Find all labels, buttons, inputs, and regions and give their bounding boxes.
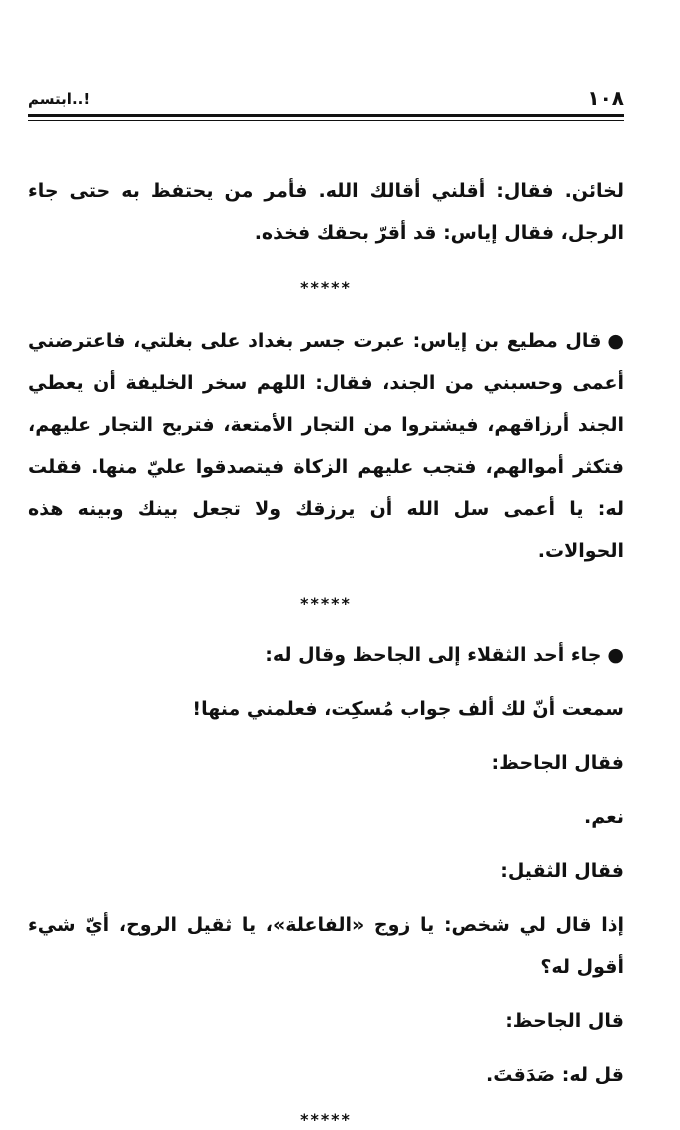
paragraph-2 (28, 320, 624, 572)
dialogue-line: قال الجاحظ: (505, 1010, 624, 1032)
running-title: ابتسم..! (28, 90, 91, 108)
separator-3: ***** (300, 1110, 352, 1129)
header-rule-thin (28, 120, 624, 121)
paragraph-1: لخائن. فقال: أقلني أقالك الله. فأمر من يحتفظ به حتى جاء الرجل، فقال إياس: قد أقرّ بحقك فخذه. (28, 180, 624, 244)
dialogue-line: قل له: صَدَقتَ. (486, 1064, 624, 1086)
bullet-icon: ● (607, 644, 624, 666)
dialogue-line: فقال الثقيل: (500, 860, 624, 882)
dialogue-line: فقال الجاحظ: (491, 752, 624, 774)
page-number: ١٠٨ (587, 86, 624, 110)
paragraph-2-text: قال مطيع بن إياس: عبرت جسر بغداد على بغلتي، فاعترضني أعمى وحسبني من الجند، فقال: اللهم سخر الخليفة أن يعطي الجند أرزاقهم، فيشتروا من التجار الأمتعة، فتربح التجار عليهم، فتكثر أموالهم، فتجب عليهم الزكاة فيتصدقوا عليّ منها. فقلت له: يا أعمى سل الله أن يرزقك ولا تجعل بينك وبينه هذه الحوالات. (28, 330, 624, 562)
page-header (28, 88, 624, 108)
bullet-icon: ● (607, 330, 624, 352)
separator-2: ***** (300, 594, 352, 613)
paragraph-3-text: جاء أحد الثقلاء إلى الجاحظ وقال له: (265, 644, 602, 666)
paragraph-3 (28, 634, 624, 676)
dialogue-block (28, 634, 624, 1096)
dialogue-line: نعم. (584, 806, 624, 828)
header-rule-thick (28, 114, 624, 117)
dialogue-line: سمعت أنّ لك ألف جواب مُسكِت، فعلمني منها! (192, 698, 624, 720)
dialogue-line: إذا قال لي شخص: يا زوج «الفاعلة»، يا ثقيل الروح، أيّ شيء أقول له؟ (28, 914, 624, 978)
separator-1: ***** (300, 278, 352, 297)
page-body (28, 170, 624, 1130)
